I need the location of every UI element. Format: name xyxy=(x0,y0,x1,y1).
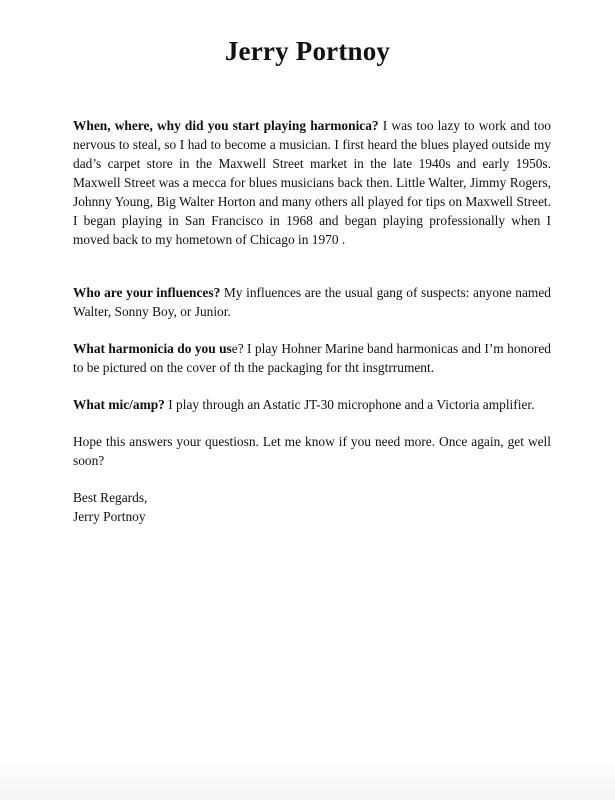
signoff: Best Regards, xyxy=(73,490,148,505)
qa-paragraph-harmonica xyxy=(73,339,551,377)
qa-paragraph-mic-amp xyxy=(73,395,551,414)
answer-harmonica: e? I play Hohner Marine band harmonicas and I’m honored to be pictured on the cover of th the packaging for tht insgtrrument. xyxy=(73,341,552,375)
answer-influences: My influences are the usual gang of suspects: anyone named Walter, Sonny Boy, or Junior. xyxy=(73,285,551,319)
document-body xyxy=(73,116,551,526)
question-harmonica: What harmonicia do you us xyxy=(73,341,232,356)
question-influences: Who are your influences? xyxy=(73,285,221,300)
answer-mic-amp: I play through an Astatic JT-30 microphone and a Victoria amplifier. xyxy=(164,397,535,412)
signature-name: Jerry Portnoy xyxy=(73,509,146,524)
signature-block xyxy=(73,488,551,526)
answer-start-playing: I was too lazy to work and too nervous to steal, so I had to become a musician. I first heard the blues played outside my dad’s carpet store in the Maxwell Street market in the late 1940s and early 1950s. Maxwell Street was a mecca for blues musicians back then. Little Walter, Jimmy Rogers, Johnny Young, Big Walter Horton and many others all played for tips on Maxwell Street. I began playing in San Francisco in 1968 and began playing professionally when I moved back to my hometown of Chicago in 1970 . xyxy=(73,118,551,247)
document-title: Jerry Portnoy xyxy=(224,36,391,66)
closing-paragraph: Hope this answers your questiosn. Let me know if you need more. Once again, get well soon? xyxy=(73,434,551,468)
qa-paragraph-influences xyxy=(73,283,551,321)
question-mic-amp: What mic/amp? xyxy=(73,397,165,412)
qa-paragraph-start-playing xyxy=(73,116,551,249)
question-start-playing: When, where, why did you start playing harmonica? xyxy=(73,118,379,133)
